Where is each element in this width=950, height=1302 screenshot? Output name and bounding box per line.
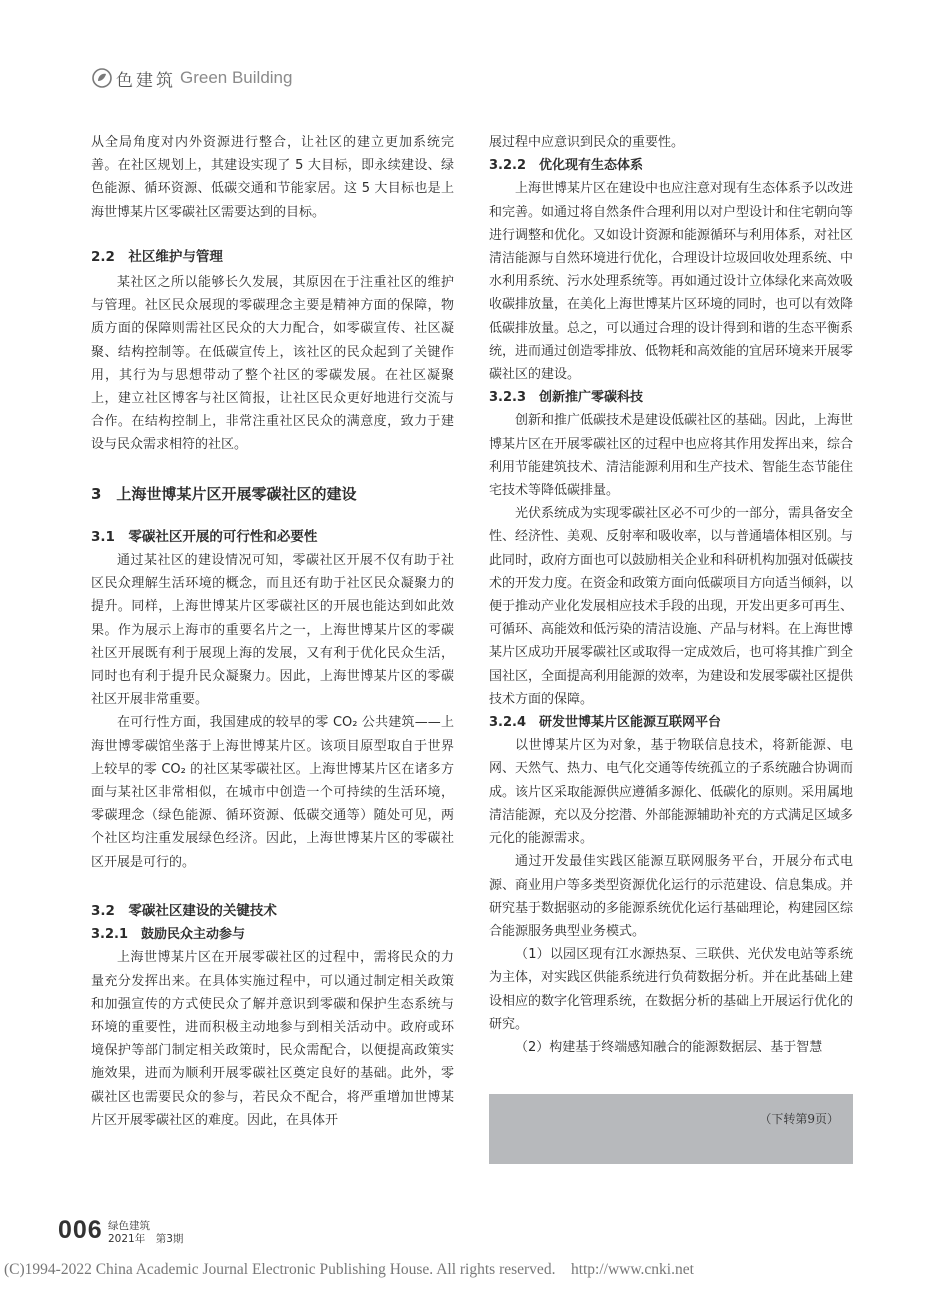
footer-journal: [108, 1220, 183, 1246]
paragraph: 通过某社区的建设情况可知，零碳社区开展不仅有助于社区民众理解生活环境的概念，而且还有助于社区民众凝聚力的提升。同样，上海世博某片区零碳社区的开展也能达到如此效果。作为展示上海市的重要名片之一，上海世博某片区的零碳社区开展既有利于展现上海的发展，又有利于优化民众生活，同时也有利于提升民众凝聚力。因此，上海世博某片区的零碳社区开展非常重要。: [91, 553, 454, 708]
subsubsection-heading: 3.2.1 鼓励民众主动参与: [91, 927, 246, 943]
right-column: [489, 131, 853, 1059]
subsection-heading: 3.2 零碳社区建设的关键技术: [91, 902, 277, 919]
paragraph: 上海世博某片区在开展零碳社区的过程中，需将民众的力量充分发挥出来。在具体实施过程中，可以通过制定相关政策和加强宣传的方式使民众了解并意识到零碳和保护生态系统与环境的重要性，进而积极主动地参与到相关活动中。政府或环境保护等部门制定相关政策时，民众需配合，以便提高政策实施效果，进而为顺利开展零碳社区奠定良好的基础。此外，零碳社区也需要民众的参与，若民众不配合，将严重增加世博某片区开展零碳社区的难度。因此，在具体开: [91, 950, 454, 1128]
footer-issue: 2021年 第3期: [108, 1233, 184, 1245]
left-column: [91, 131, 454, 1132]
paragraph: 上海世博某片区在建设中也应注意对现有生态体系予以改进和完善。如通过将自然条件合理利用以对户型设计和住宅朝向等进行调整和优化。又如设计资源和能源循环与利用体系，对社区清洁能源与自然环境进行优化，合理设计垃圾回收处理系统、中水利用系统、污水处理系统等。再如通过设计立体绿化来高效吸收碳排放量，在美化上海世博某片区环境的同时，也可以有效降低碳排放量。总之，可以通过合理的设计得到和谐的生态平衡系统，进而通过创造零排放、低物耗和高效能的宜居环境来开展零碳社区的建设。: [489, 181, 854, 383]
subsubsection-heading: 3.2.3 创新推广零碳科技: [489, 390, 644, 406]
paragraph: 在可行性方面，我国建成的较早的零 CO₂ 公共建筑——上海世博零碳馆坐落于上海世博某片区。该项目原型取自于世界上较早的零 CO₂ 的社区某零碳社区。上海世博某片区在诸多方面与某社区非常相似，在城市中创造一个可持续的生活环境，零碳理念（绿色能源、循环资源、低碳交通等）随处可见，两个社区均注重发展绿色经济。因此，上海世博某片区的零碳社区开展是可行的。: [91, 715, 454, 870]
paragraph: 以世博某片区为对象，基于物联信息技术，将新能源、电网、天然气、热力、电气化交通等传统孤立的子系统融合协调而成。该片区采取能源供应遵循多源化、低碳化的原则。采用属地清洁能源，充以及分挖潜、外部能源辅助补充的方式满足区域多元化的能源需求。: [489, 738, 854, 847]
continuation-box: [489, 1094, 853, 1164]
paragraph: （2）构建基于终端感知融合的能源数据层、基于智慧: [515, 1039, 823, 1055]
subsection-heading: 2.2 社区维护与管理: [91, 248, 223, 265]
journal-name-cn: 色建筑: [116, 70, 176, 91]
section-heading: 3 上海世博某片区开展零碳社区的建设: [91, 484, 357, 503]
paragraph: 通过开发最佳实践区能源互联网服务平台，开展分布式电源、商业用户等多类型资源优化运行的示范建设、信息集成。并研究基于数据驱动的多能源系统优化运行基础理论，构建园区综合能源服务典型业务模式。: [489, 854, 854, 939]
paragraph: 光伏系统成为实现零碳社区必不可少的一部分，需具备安全性、经济性、美观、反射率和吸收率，以与普通墙体相区别。与此同时，政府方面也可以鼓励相关企业和科研机构加强对低碳技术的开发力度。在资金和政策方面向低碳项目方向适当倾斜，以便于推动产业化发展相应技术手段的出现，开发出更多可再生、可循环、高能效和低污染的清洁设施、产品与材料。在上海世博某片区成功开展零碳社区或取得一定成效后，也可将其推广到全国社区，全面提高利用能源的效率，为建设和发展零碳社区提供技术方面的保障。: [489, 506, 854, 707]
journal-logo-icon: [92, 68, 112, 88]
paragraph: （1）以园区现有江水源热泵、三联供、光伏发电站等系统为主体，对实践区供能系统进行负荷数据分析。并在此基础上建设相应的数字化管理系统，在数据分析的基础上开展运行优化的研究。: [489, 947, 854, 1032]
journal-header: [92, 66, 292, 90]
continued-note: （下转第9页）: [759, 1112, 839, 1126]
paragraph: 创新和推广低碳技术是建设低碳社区的基础。因此，上海世博某片区在开展零碳社区的过程中也应将其作用发挥出来，综合利用节能建筑技术、清洁能源利用和生产技术、智能生态节能住宅技术等降低碳排量。: [489, 413, 854, 499]
journal-name-en: Green Building: [180, 68, 293, 87]
subsubsection-heading: 3.2.4 研发世博某片区能源互联网平台: [489, 715, 722, 731]
subsubsection-heading: 3.2.2 优化现有生态体系: [489, 158, 644, 174]
footer-journal-name: 绿色建筑: [108, 1220, 150, 1232]
page-number: 006: [58, 1216, 103, 1244]
paragraph: 从全局角度对内外资源进行整合，让社区的建立更加系统完善。在社区规划上，其建设实现了 5 大目标，即永续建设、绿色能源、循环资源、低碳交通和节能家居。这 5 大目标也是上海世博某片区零碳社区需要达到的目标。: [91, 135, 454, 220]
paragraph: 展过程中应意识到民众的重要性。: [489, 135, 685, 150]
paragraph: 某社区之所以能够长久发展，其原因在于注重社区的维护与管理。社区民众展现的零碳理念主要是精神方面的保障，物质方面的保障则需社区民众的大力配合，如零碳宣传、社区凝聚、结构控制等。在低碳宣传上，该社区的民众起到了关键作用，其行为与思想带动了整个社区的零碳发展。在社区凝聚上，建立社区博客与社区简报，让社区民众更好地进行交流与合作。在结构控制上，非常注重社区民众的满意度，致力于建设与民众需求相符的社区。: [91, 275, 454, 453]
subsection-heading: 3.1 零碳社区开展的可行性和必要性: [91, 528, 318, 545]
copyright-line: (C)1994-2022 China Academic Journal Electronic Publishing House. All rights reserved. http://www.cnki.net: [4, 1261, 694, 1278]
